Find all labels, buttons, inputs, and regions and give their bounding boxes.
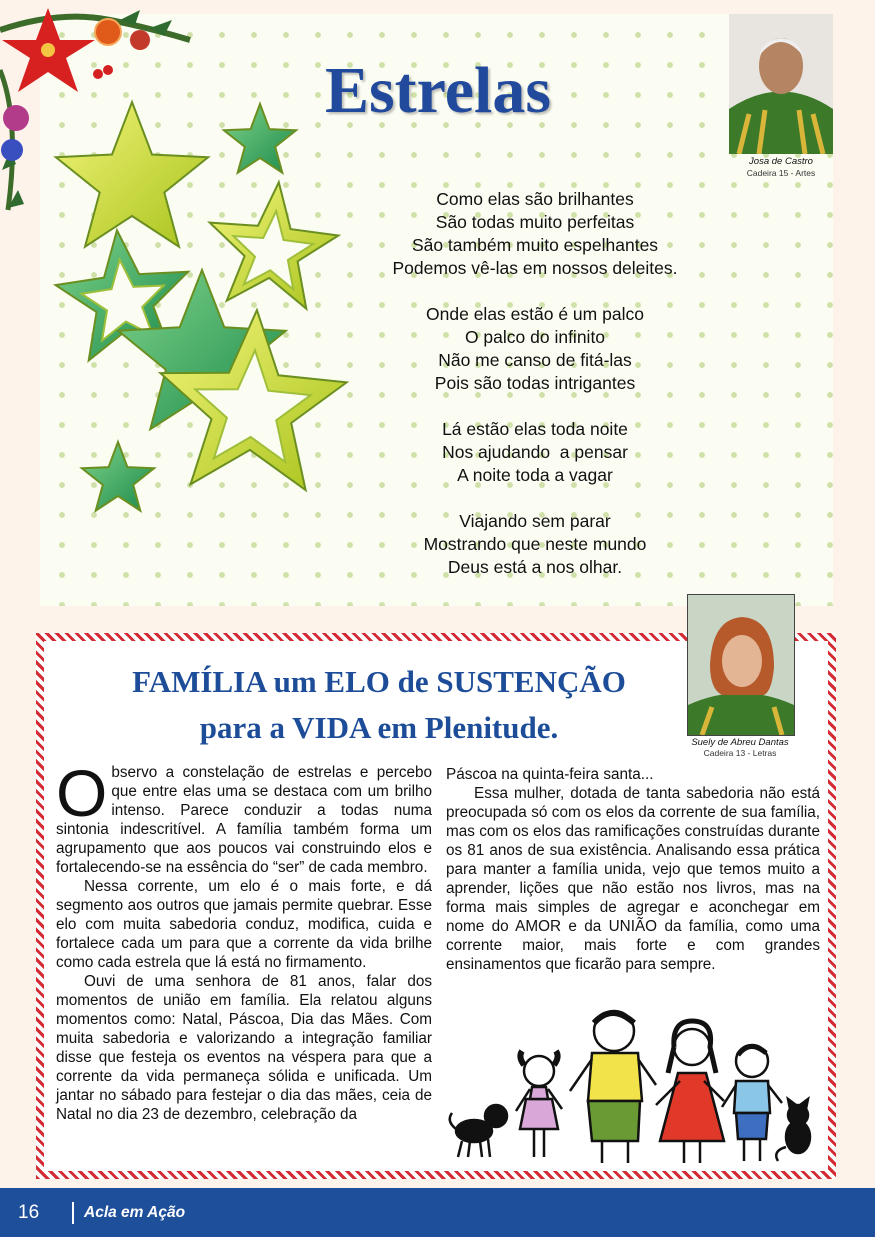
poem-line: Como elas são brilhantes — [436, 189, 634, 209]
poem-line: Pois são todas intrigantes — [434, 373, 636, 393]
page-number: 16 — [18, 1202, 40, 1223]
poem-stanza-2 — [360, 303, 710, 395]
poem-author-role: Cadeira 15 - Artes — [746, 168, 816, 178]
poem-line: São todas muito perfeitas — [435, 212, 635, 232]
poem-line: Viajando sem parar — [459, 511, 611, 531]
stars-illustration — [52, 90, 382, 520]
article-paragraph: Nessa corrente, um elo é o mais forte, e dá segmento aos outros que jamais permite quebrar. Esse elo com muita sabedoria conduz, modifica, cuida e fortalece cada um para que a corrente da vida brilhe como cada estrela que lá está no firmamento. — [56, 878, 432, 971]
article-title-line-1: FAMÍLIA um ELO de SUSTENÇÃO — [132, 664, 626, 699]
article-title-line-2: para a VIDA em Plenitude. — [199, 710, 559, 745]
poem-line: Podemos vê-las em nossos deleites. — [392, 258, 678, 278]
article-title — [84, 659, 674, 751]
poem-stanza-4 — [360, 510, 710, 579]
poem-body — [360, 188, 710, 602]
drop-cap: O — [56, 756, 108, 830]
article-column-1 — [56, 756, 432, 1124]
family-illustration — [442, 981, 822, 1171]
poem-line: Mostrando que neste mundo — [423, 534, 647, 554]
poem-line: O palco do infinito — [464, 327, 606, 347]
article-paragraph: Essa mulher, dotada de tanta sabedoria não está preocupada só com os elos da corrente de sua família, mas com os elos das ramificações construídas durante os 81 anos de sua existência. Analisando essa prática para manter a família unida, vejo que temos muito a aprender, lições que não estão nos livros, mas na forma mais simples de agregar e aconchegar em nome do AMOR e da UNIÃO da família, como uma corrente maior, mais forte e com grandes ensinamentos que ficarão para sempre. — [446, 785, 820, 973]
article-paragraph: Ouvi de uma senhora de 81 anos, falar dos momentos de união em família. Ela relatou alguns momentos como: Natal, Páscoa, Dia das Mães. Com muita sabedoria e valorizando a integração familiar disse que festeja os eventos na véspera para que a corrente da vida permaneça sólida e unificada. Um jantar no sábado para festejar o dia das mães, ceia de Natal no dia 23 de dezembro, celebração da — [56, 973, 432, 1123]
poem-stanza-3 — [360, 418, 710, 487]
footer-divider — [72, 1202, 74, 1224]
star-shape — [82, 442, 154, 511]
poem-line: Lá estão elas toda noite — [442, 419, 628, 439]
article-author-photo — [687, 594, 795, 736]
article-column-2 — [446, 765, 820, 974]
article-author-name: Suely de Abreu Dantas — [691, 737, 789, 748]
poem-line: Onde elas estão é um palco — [426, 304, 644, 324]
poem-line: A noite toda a vagar — [457, 465, 613, 485]
star-shape — [224, 104, 296, 173]
poem-line: Não me canso de fitá-las — [438, 350, 632, 370]
poem-line: Nos ajudando a pensar — [442, 442, 628, 462]
article-paragraph: bservo a constelação de estrelas e percebo que entre elas uma se destaca com um brilho intenso. Parece conduzir a todas numa sintonia indescritível. A família também forma um agrupamento que aos poucos vai construindo elos e fortalecendo-se na essência do “ser” de cada membro. — [56, 764, 432, 876]
star-shape — [56, 102, 208, 247]
article-author-role: Cadeira 13 - Letras — [703, 748, 777, 758]
poem-stanza-1 — [360, 188, 710, 280]
poem-title: Estrelas — [324, 54, 552, 127]
poem-line: São também muito espelhantes — [411, 235, 659, 255]
publication-title: Acla em Ação — [84, 1204, 186, 1221]
article-paragraph: Páscoa na quinta-feira santa... — [446, 766, 654, 783]
poem-line: Deus está a nos olhar. — [447, 557, 623, 577]
poem-author-name: Josa de Castro — [749, 156, 813, 167]
footer-bar — [0, 1188, 875, 1237]
poem-author-photo — [729, 14, 833, 154]
